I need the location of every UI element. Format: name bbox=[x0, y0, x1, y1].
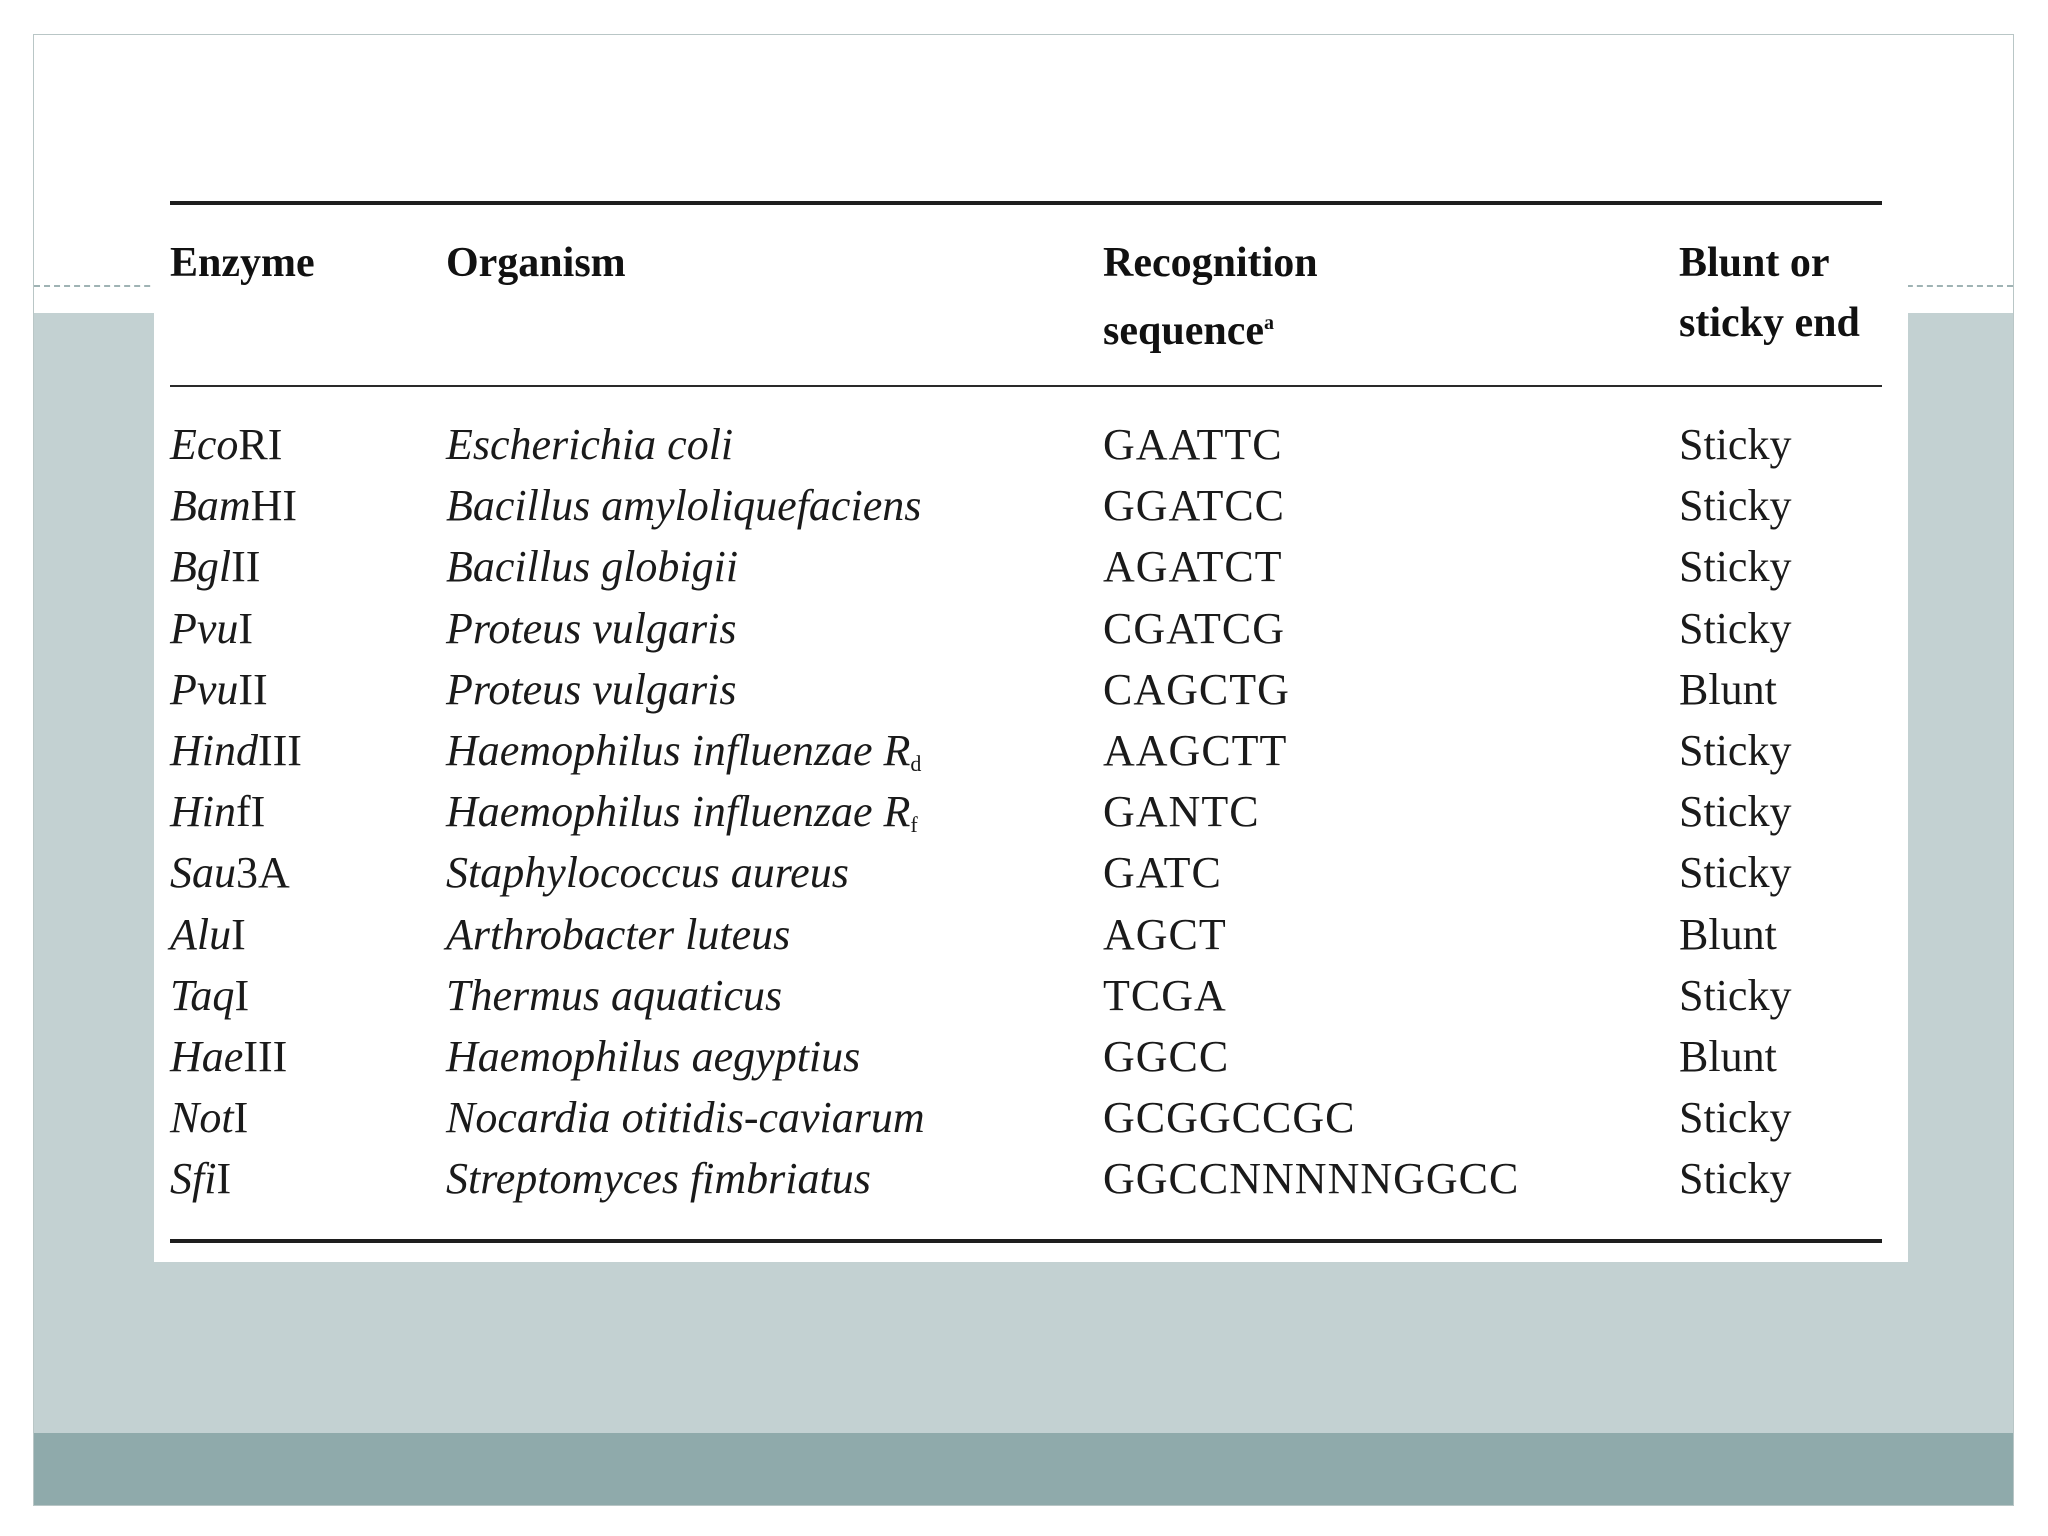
enzyme-cell bbox=[170, 965, 249, 1026]
table-row bbox=[154, 598, 1908, 659]
enzyme-genus-abbrev: Hae bbox=[170, 1031, 244, 1081]
enzyme-strain-suffix: II bbox=[238, 664, 268, 714]
header-sequence-line1: Recognition bbox=[1103, 240, 1318, 286]
recognition-sequence-cell: GANTC bbox=[1103, 787, 1260, 837]
table-row bbox=[154, 965, 1908, 1026]
enzyme-genus-abbrev: Eco bbox=[170, 420, 239, 469]
organism-name: Bacillus globigii bbox=[446, 542, 739, 592]
end-type-cell: Sticky bbox=[1679, 603, 1792, 653]
enzyme-cell bbox=[170, 781, 265, 842]
enzyme-strain-suffix: II bbox=[231, 542, 261, 592]
enzyme-cell bbox=[170, 598, 253, 659]
end-type-cell: Blunt bbox=[1679, 664, 1777, 714]
recognition-sequence-cell: TCGA bbox=[1103, 970, 1227, 1020]
table-row bbox=[154, 414, 1908, 475]
end-type-cell: Sticky bbox=[1679, 787, 1792, 837]
recognition-sequence-cell: AGCT bbox=[1103, 909, 1227, 959]
enzyme-cell bbox=[170, 904, 246, 965]
header-sequence-line2-text: sequence bbox=[1103, 308, 1264, 354]
header-organism bbox=[446, 233, 626, 293]
enzyme-strain-suffix: 3A bbox=[236, 848, 290, 898]
organism-name: Streptomyces fimbriatus bbox=[446, 1154, 871, 1204]
enzyme-cell bbox=[170, 1026, 287, 1087]
enzyme-cell bbox=[170, 414, 282, 475]
enzyme-strain-suffix: RI bbox=[238, 420, 283, 469]
end-type-cell: Sticky bbox=[1679, 970, 1792, 1020]
enzyme-strain-suffix: HI bbox=[250, 481, 298, 531]
header-end-line2: sticky end bbox=[1679, 300, 1860, 346]
enzyme-genus-abbrev: Taq bbox=[170, 970, 235, 1020]
enzyme-genus-abbrev: Hind bbox=[170, 725, 258, 775]
header-enzyme-label: Enzyme bbox=[170, 240, 315, 286]
organism-name: Proteus vulgaris bbox=[446, 664, 737, 714]
recognition-sequence-cell: CAGCTG bbox=[1103, 664, 1290, 714]
organism-name: Thermus aquaticus bbox=[446, 970, 783, 1020]
enzyme-genus-abbrev: Not bbox=[170, 1093, 234, 1143]
end-type-cell: Sticky bbox=[1679, 481, 1792, 531]
organism-name: Arthrobacter luteus bbox=[446, 909, 791, 959]
end-type-cell: Sticky bbox=[1679, 725, 1792, 775]
recognition-sequence-cell: GGCCNNNNNGGCC bbox=[1103, 1154, 1520, 1204]
header-end-line1: Blunt or bbox=[1679, 240, 1830, 286]
organism-subscript: d bbox=[910, 750, 922, 776]
slide bbox=[33, 34, 2014, 1506]
table-row bbox=[154, 842, 1908, 903]
enzyme-cell bbox=[170, 1148, 231, 1209]
organism-name: Bacillus amyloliquefaciens bbox=[446, 481, 922, 531]
enzyme-strain-suffix: fI bbox=[236, 787, 266, 837]
header-footnote-mark: a bbox=[1264, 312, 1274, 334]
enzyme-cell bbox=[170, 659, 268, 720]
table-top-rule bbox=[170, 201, 1882, 205]
end-type-cell: Blunt bbox=[1679, 909, 1777, 959]
restriction-enzyme-table bbox=[154, 151, 1908, 1262]
recognition-sequence-cell: AGATCT bbox=[1103, 542, 1283, 592]
recognition-sequence-cell: AAGCTT bbox=[1103, 725, 1288, 775]
recognition-sequence-cell: GAATTC bbox=[1103, 420, 1283, 469]
enzyme-genus-abbrev: Sfi bbox=[170, 1154, 217, 1204]
table-row bbox=[154, 475, 1908, 536]
header-sequence-line2 bbox=[1103, 293, 1318, 361]
table-row bbox=[154, 904, 1908, 965]
table-row bbox=[154, 781, 1908, 842]
organism-name: Haemophilus influenzae R bbox=[446, 725, 911, 775]
table-row bbox=[154, 1026, 1908, 1087]
end-type-cell: Sticky bbox=[1679, 848, 1792, 898]
enzyme-genus-abbrev: Pvu bbox=[170, 664, 239, 714]
header-recognition-sequence bbox=[1103, 233, 1318, 361]
enzyme-genus-abbrev: Hin bbox=[170, 787, 236, 837]
enzyme-cell bbox=[170, 720, 302, 781]
end-type-cell: Sticky bbox=[1679, 420, 1792, 469]
enzyme-genus-abbrev: Alu bbox=[170, 909, 232, 959]
header-blunt-or-sticky bbox=[1679, 233, 1860, 353]
recognition-sequence-cell: GGCC bbox=[1103, 1031, 1230, 1081]
enzyme-strain-suffix: I bbox=[216, 1154, 232, 1204]
organism-name: Escherichia coli bbox=[446, 420, 734, 469]
enzyme-cell bbox=[170, 536, 260, 597]
enzyme-strain-suffix: I bbox=[231, 909, 246, 959]
table-row bbox=[154, 659, 1908, 720]
enzyme-cell bbox=[170, 475, 297, 536]
enzyme-genus-abbrev: Bgl bbox=[170, 542, 232, 592]
enzyme-strain-suffix: III bbox=[258, 725, 302, 775]
header-enzyme bbox=[170, 233, 315, 293]
table-row bbox=[154, 720, 1908, 781]
organism-name: Proteus vulgaris bbox=[446, 603, 737, 653]
enzyme-strain-suffix: I bbox=[238, 603, 254, 653]
enzyme-cell bbox=[170, 842, 290, 903]
recognition-sequence-cell: GGATCC bbox=[1103, 481, 1286, 531]
organism-subscript: f bbox=[910, 812, 918, 838]
end-type-cell: Blunt bbox=[1679, 1031, 1777, 1081]
table-row bbox=[154, 1148, 1908, 1209]
end-type-cell: Sticky bbox=[1679, 1093, 1792, 1143]
table-bottom-rule bbox=[170, 1239, 1882, 1243]
table-row bbox=[154, 1087, 1908, 1148]
enzyme-genus-abbrev: Sau bbox=[170, 848, 236, 898]
organism-cell bbox=[446, 1148, 871, 1222]
table-header-rule bbox=[170, 385, 1882, 387]
enzyme-genus-abbrev: Bam bbox=[170, 481, 251, 531]
footer-bar bbox=[34, 1433, 2013, 1505]
header-organism-label: Organism bbox=[446, 240, 626, 286]
enzyme-cell bbox=[170, 1087, 248, 1148]
table-row bbox=[154, 536, 1908, 597]
end-type-cell: Sticky bbox=[1679, 1154, 1792, 1204]
recognition-sequence-cell: GCGGCCGC bbox=[1103, 1093, 1356, 1143]
recognition-sequence-cell: GATC bbox=[1103, 848, 1222, 898]
enzyme-strain-suffix: I bbox=[233, 1093, 249, 1143]
enzyme-strain-suffix: III bbox=[243, 1031, 288, 1081]
organism-name: Haemophilus influenzae R bbox=[446, 787, 911, 837]
table-body bbox=[154, 414, 1908, 1209]
enzyme-strain-suffix: I bbox=[234, 970, 250, 1020]
enzyme-genus-abbrev: Pvu bbox=[170, 603, 239, 653]
recognition-sequence-cell: CGATCG bbox=[1103, 603, 1286, 653]
organism-name: Staphylococcus aureus bbox=[446, 848, 849, 898]
end-type-cell: Sticky bbox=[1679, 542, 1792, 592]
organism-name: Haemophilus aegyptius bbox=[446, 1031, 861, 1081]
organism-name: Nocardia otitidis-caviarum bbox=[446, 1093, 925, 1143]
